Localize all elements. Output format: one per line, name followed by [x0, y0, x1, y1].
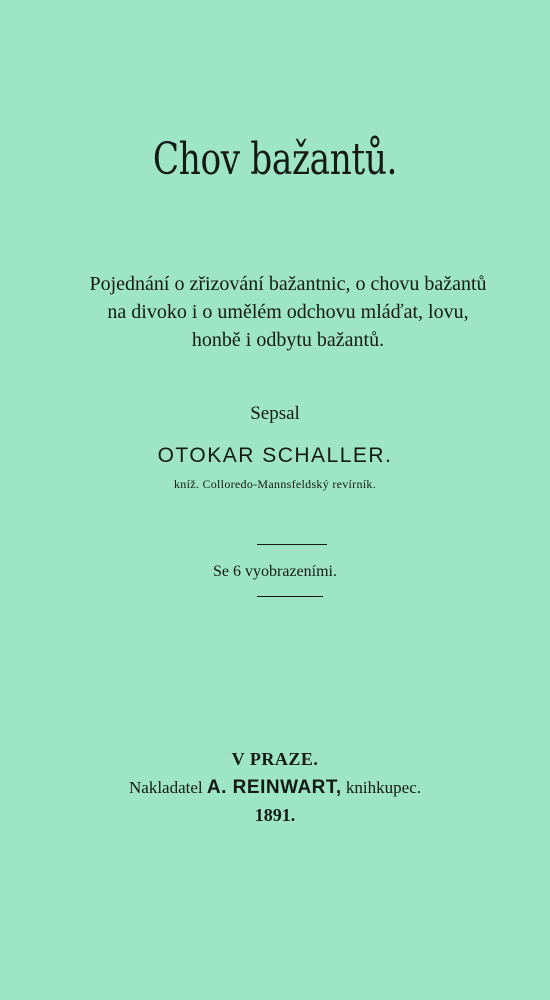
subtitle-line-2: na divoko i o umělém odchovu mláďat, lovu, [107, 301, 469, 323]
publisher-prefix: Nakladatel [129, 778, 203, 797]
publication-year: 1891. [254, 805, 296, 825]
book-subtitle [56, 270, 520, 354]
author-role: kníž. Colloredo-Mannsfeldský revírník. [173, 477, 377, 491]
subtitle-line-3: honbě i odbytu bažantů. [191, 329, 385, 351]
authored-by-label: Sepsal [250, 403, 300, 424]
illustrations-note: Se 6 vyobrazeními. [213, 563, 337, 580]
publisher-name: A. REINWART, [206, 777, 342, 798]
publisher-suffix: knihkupec. [345, 778, 421, 797]
divider-rule-bottom [257, 596, 323, 597]
divider-rule-top [257, 544, 327, 545]
publication-place: V PRAZE. [231, 749, 319, 769]
author-name: OTOKAR SCHALLER. [157, 444, 393, 467]
book-title: Chov bažantů. [152, 134, 398, 185]
publisher-line [0, 777, 550, 799]
subtitle-line-1: Pojednání o zřizování bažantnic, o chovu bažantů [89, 273, 487, 295]
